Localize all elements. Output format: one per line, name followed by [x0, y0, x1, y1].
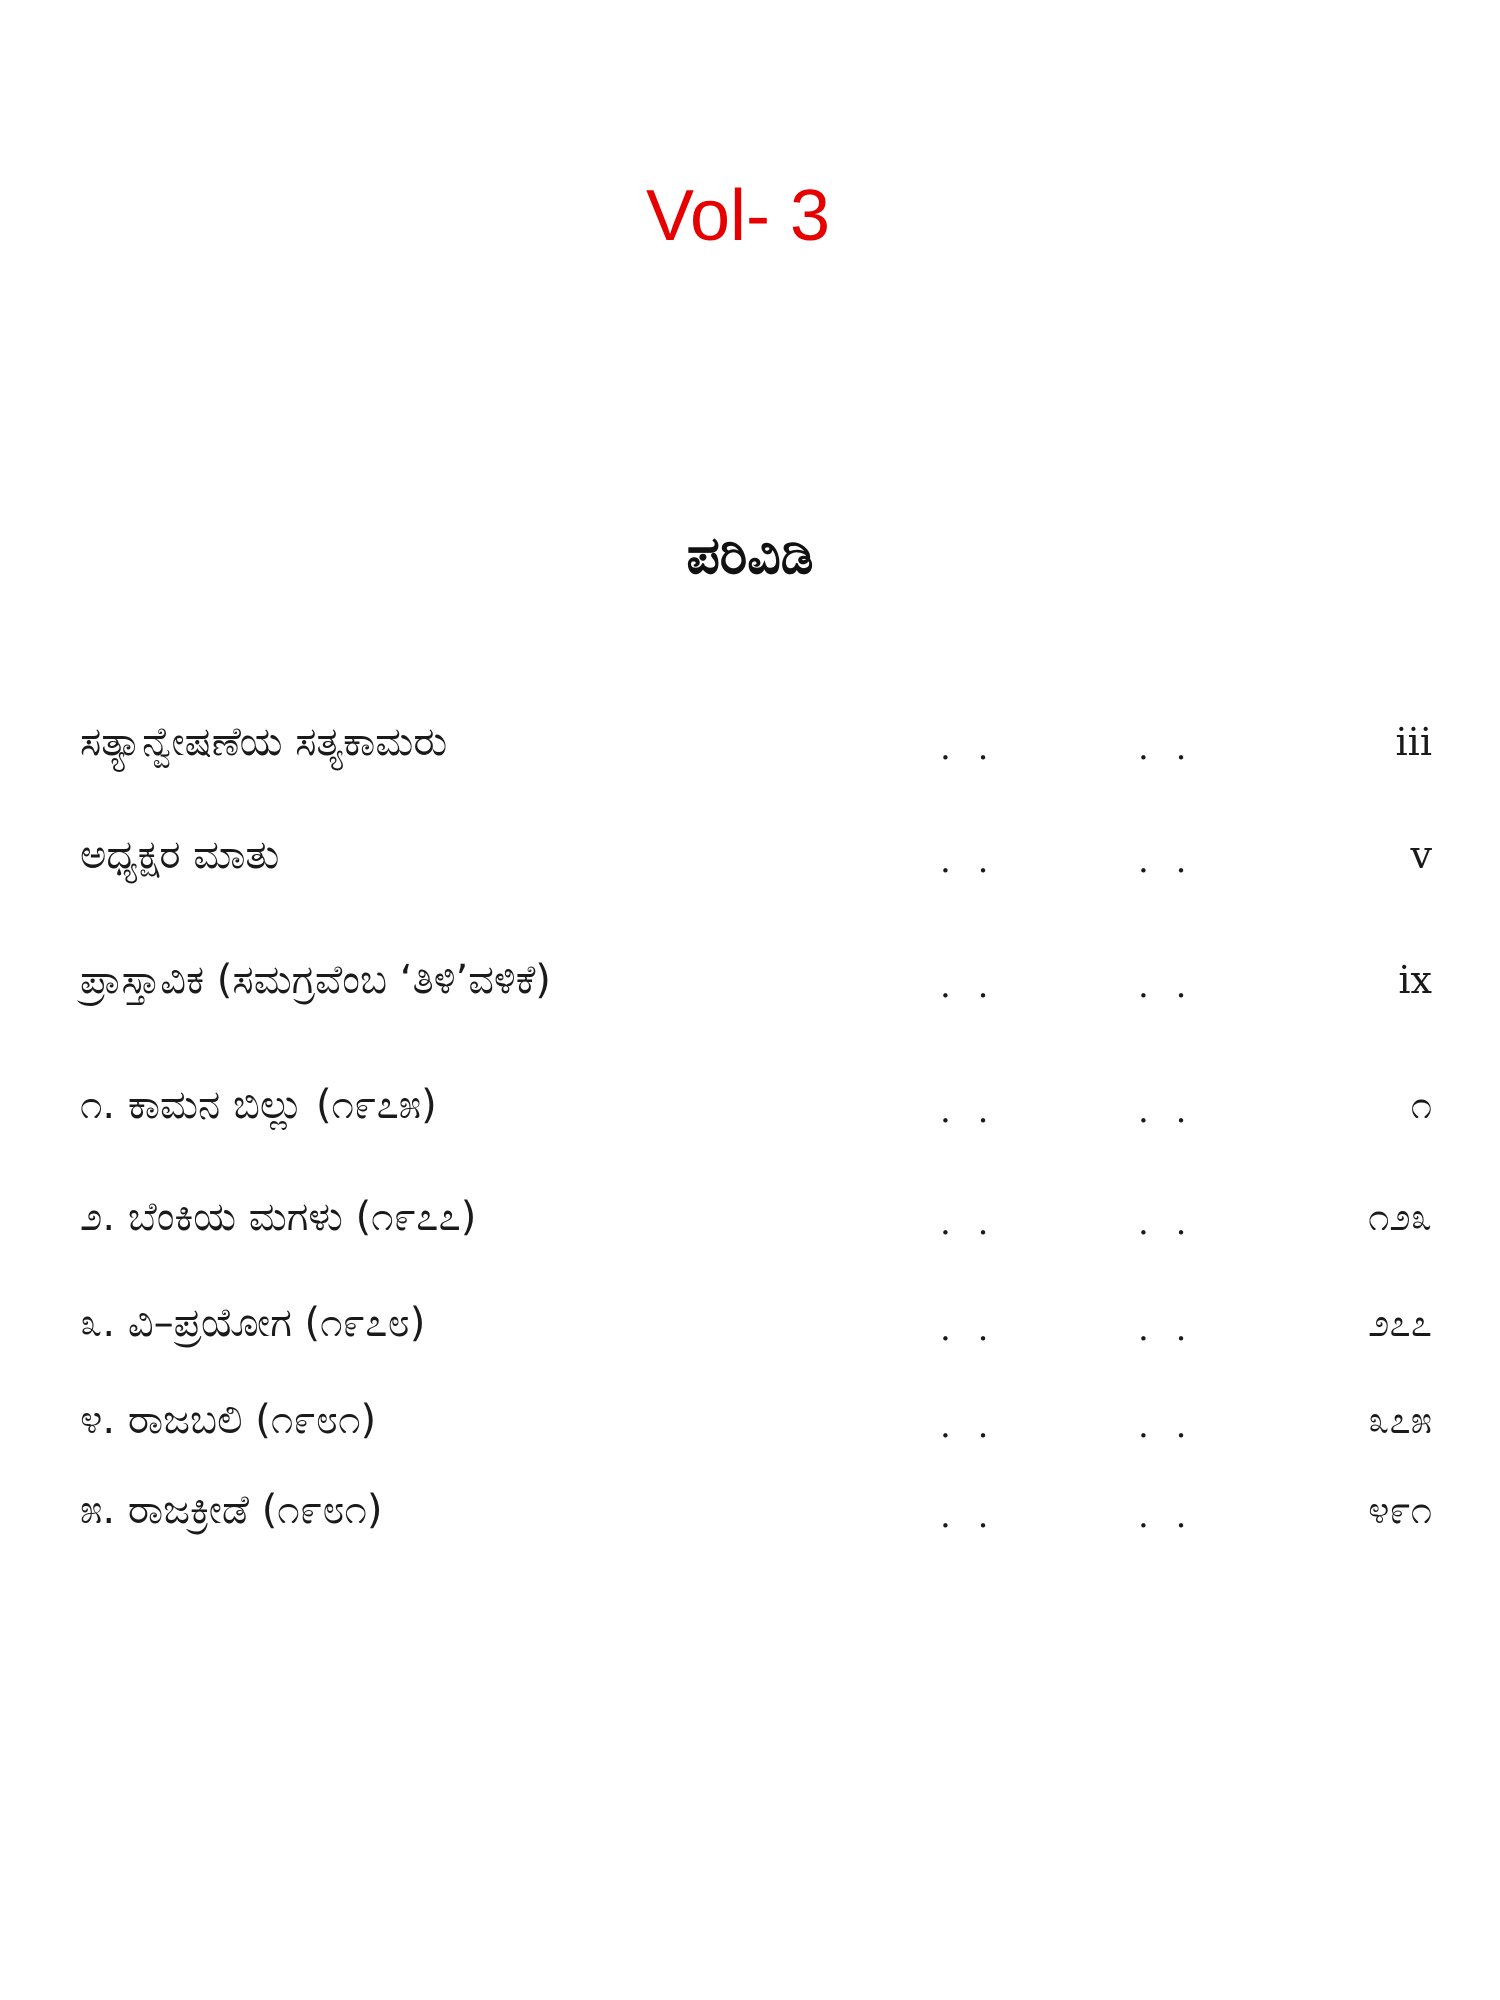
toc-leader-dots: . . — [940, 1203, 997, 1243]
toc-entry-title: ಪ್ರಾಸ್ತಾವಿಕ (ಸಮಗ್ರವೆಂಬ ‘ತಿಳಿ’ವಳಿಕೆ) — [80, 957, 551, 1003]
toc-row — [80, 1390, 1432, 1460]
toc-leader-dots: . . — [1138, 1496, 1195, 1536]
toc-leader-dots: . . — [1138, 1091, 1195, 1131]
toc-page-number: ೧ — [1410, 1083, 1432, 1127]
contents-heading: ಪರಿವಿಡಿ — [686, 526, 814, 586]
toc-row — [80, 950, 1432, 1020]
toc-leader-dots: . . — [940, 1091, 997, 1131]
toc-leader-dots: . . — [1138, 966, 1195, 1006]
toc-row — [80, 712, 1432, 782]
toc-page-number: v — [1410, 833, 1432, 877]
toc-entry-title: ೨. ಬೆಂಕಿಯ ಮಗಳು (೧೯೭೭) — [80, 1194, 477, 1240]
toc-leader-dots: . . — [1138, 1406, 1195, 1446]
toc-leader-dots: . . — [1138, 841, 1195, 881]
toc-row — [80, 1293, 1432, 1363]
toc-leader-dots: . . — [940, 966, 997, 1006]
toc-entry-title: ೪. ರಾಜಬಲಿ (೧೯೮೧) — [80, 1397, 377, 1443]
toc-entry-title: ೫. ರಾಜಕ್ರೀಡೆ (೧೯೮೧) — [80, 1487, 383, 1533]
toc-row — [80, 1187, 1432, 1257]
toc-leader-dots: . . — [940, 841, 997, 881]
toc-leader-dots: . . — [1138, 1309, 1195, 1349]
toc-row — [80, 1075, 1432, 1145]
toc-row — [80, 1480, 1432, 1550]
toc-page-number: ೪೯೧ — [1368, 1488, 1432, 1532]
toc-row — [80, 825, 1432, 895]
toc-leader-dots: . . — [940, 1309, 997, 1349]
volume-label: Vol- 3 — [645, 176, 831, 256]
toc-page-number: ೧೨೩ — [1368, 1195, 1432, 1239]
toc-leader-dots: . . — [940, 1496, 997, 1536]
toc-entry-title: ಸತ್ಯಾನ್ವೇಷಣೆಯ ಸತ್ಯಕಾಮರು — [80, 719, 448, 765]
toc-leader-dots: . . — [940, 728, 997, 768]
toc-leader-dots: . . — [1138, 1203, 1195, 1243]
toc-page-number: ೩೭೫ — [1368, 1398, 1432, 1442]
toc-leader-dots: . . — [1138, 728, 1195, 768]
toc-entry-title: ಅಧ್ಯಕ್ಷರ ಮಾತು — [80, 832, 280, 878]
toc-page-number: ix — [1398, 958, 1432, 1002]
toc-entry-title: ೧. ಕಾಮನ ಬಿಲ್ಲು (೧೯೭೫) — [80, 1082, 437, 1128]
toc-entry-title: ೩. ವಿ–ಪ್ರಯೋಗ (೧೯೭೮) — [80, 1300, 426, 1346]
toc-leader-dots: . . — [940, 1406, 997, 1446]
toc-page-number: ೨೭೭ — [1368, 1301, 1432, 1345]
toc-page-number: iii — [1395, 720, 1432, 764]
